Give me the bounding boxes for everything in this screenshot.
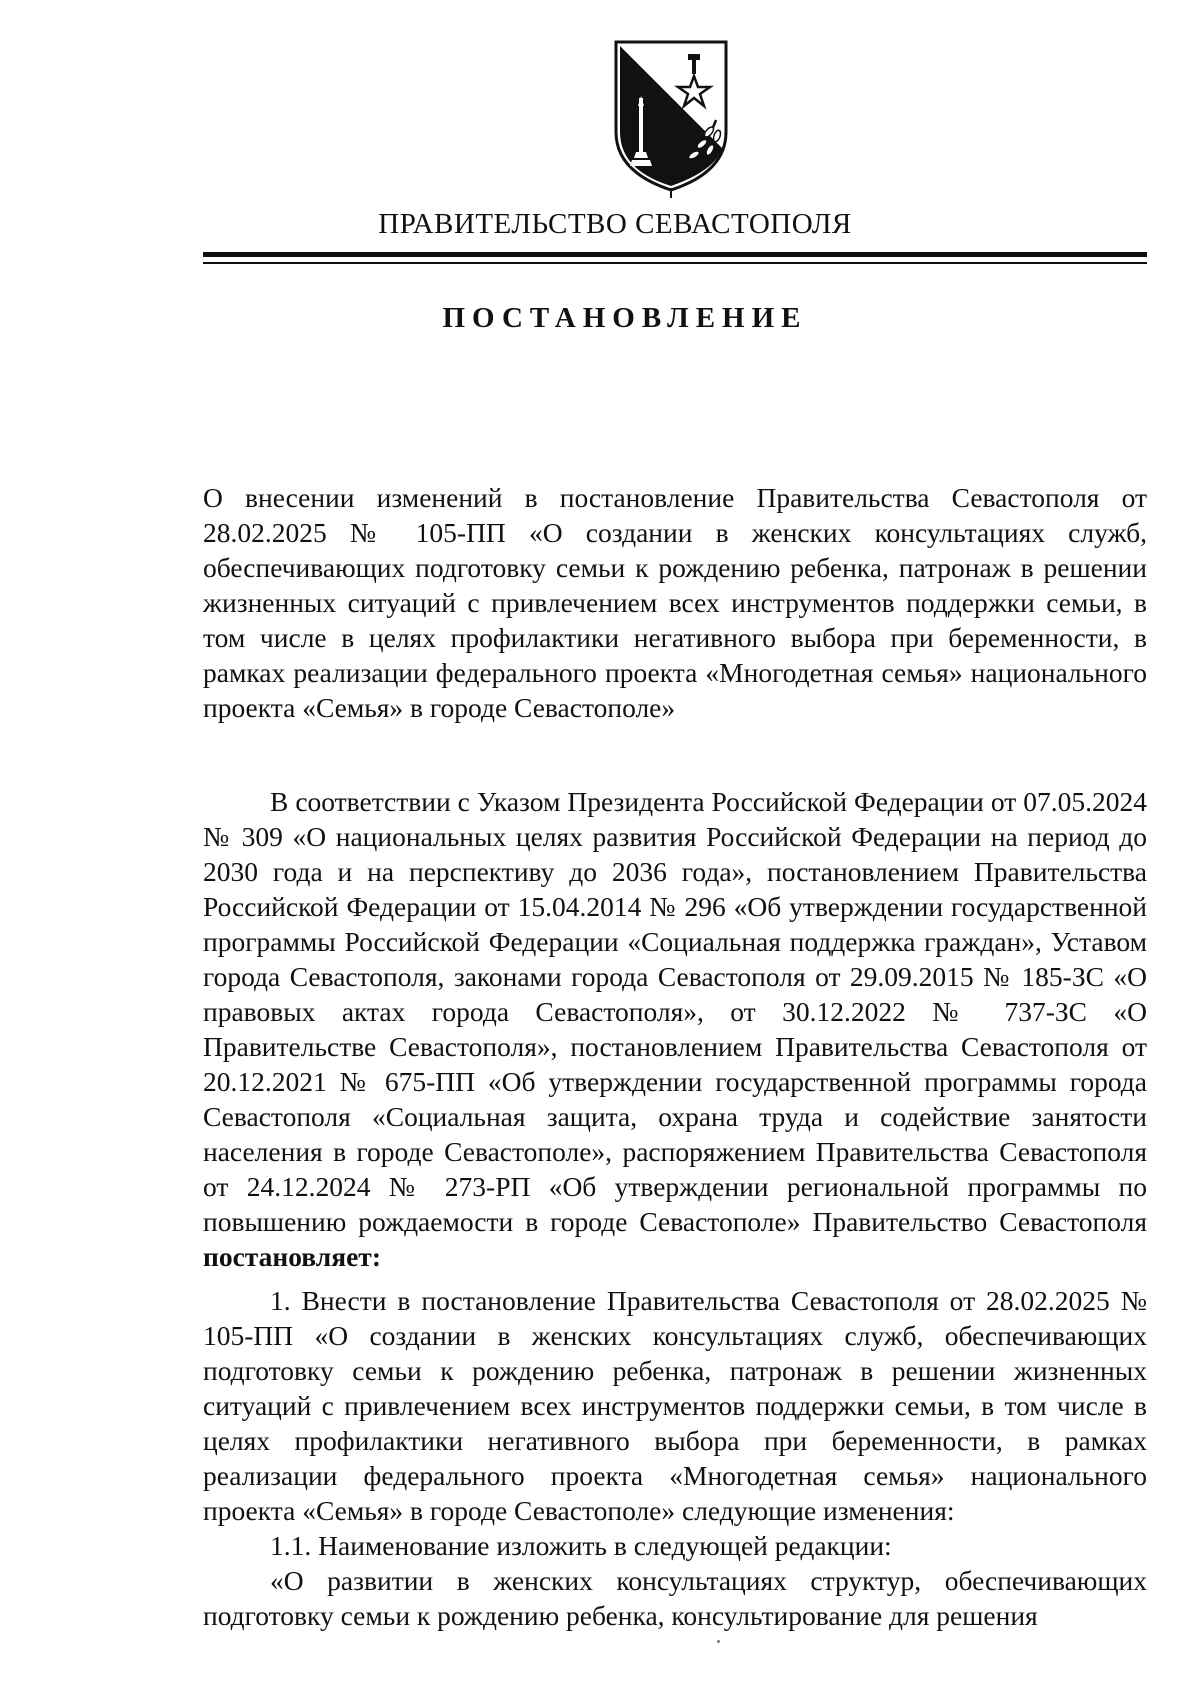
preamble-paragraph bbox=[203, 784, 1147, 1274]
item-1: 1. Внести в постановление Правительства Севастополя от 28.02.2025 № 105-ПП «О создании в женских консультациях служб, обеспечивающих подготовку семьи к рождению ребенка, патронаж в решении жизненных ситуаций с привлечением всех инструментов поддержки семьи, в том числе в целях профилактики негативного выбора при беременности, в рамках реализации федерального проекта «Многодетная семья» национального проекта «Семья» в городе Севастополе» следующие изменения: bbox=[203, 1285, 1147, 1526]
item-1-1-text: «О развитии в женских консультациях структур, обеспечивающих подготовку семьи к рождению ребенка, консультирование для решения bbox=[203, 1565, 1147, 1631]
scan-speck bbox=[717, 1640, 720, 1643]
decree-word: постановляет: bbox=[203, 1241, 381, 1272]
document-subject bbox=[203, 480, 1147, 725]
preamble bbox=[203, 784, 1147, 1274]
header-rule-thin bbox=[203, 262, 1147, 264]
sevastopol-coat-of-arms-icon bbox=[612, 40, 730, 200]
government-title: ПРАВИТЕЛЬСТВО СЕВАСТОПОЛЯ bbox=[378, 208, 852, 240]
preamble-text: В соответствии с Указом Президента Российской Федерации от 07.05.2024 № 309 «О национальных целях развития Российской Федерации на период до 2030 года и на перспективу до 2036 года», постановлением Правительства Российской Федерации от 15.04.2014 № 296 «Об утверждении государственной программы Российской Федерации «Социальная поддержка граждан», Уставом города Севастополя, законами города Севастополя от 29.09.2015 № 185-ЗС «О правовых актах города Севастополя», от 30.12.2022 № 737-ЗС «О Правительстве Севастополя», постановлением Правительства Севастополя от 20.12.2021 № 675-ПП «Об утверждении государственной программы города Севастополя «Социальная защита, охрана труда и содействие занятости населения в городе Севастополе», распоряжением Правительства Севастополя от 24.12.2024 № 273-РП «Об утверждении региональной программы по повышению рождаемости в городе Севастополе» Правительство Севастополя bbox=[203, 786, 1147, 1237]
document-type: ПОСТАНОВЛЕНИЕ bbox=[442, 302, 808, 334]
subject-text: О внесении изменений в постановление Правительства Севастополя от 28.02.2025 № 105-ПП «О создании в женских консультациях служб, обеспечивающих подготовку семьи к рождению ребенка, патронаж в решении жизненных ситуаций с привлечением всех инструментов поддержки семьи, в том числе в целях профилактики негативного выбора при беременности, в рамках реализации федерального проекта «Многодетная семья» национального проекта «Семья» в городе Севастополе» bbox=[203, 482, 1147, 723]
decree-items bbox=[203, 1283, 1147, 1633]
item-1-1: 1.1. Наименование изложить в следующей редакции: bbox=[270, 1530, 892, 1561]
header-rule-thick bbox=[203, 252, 1147, 257]
